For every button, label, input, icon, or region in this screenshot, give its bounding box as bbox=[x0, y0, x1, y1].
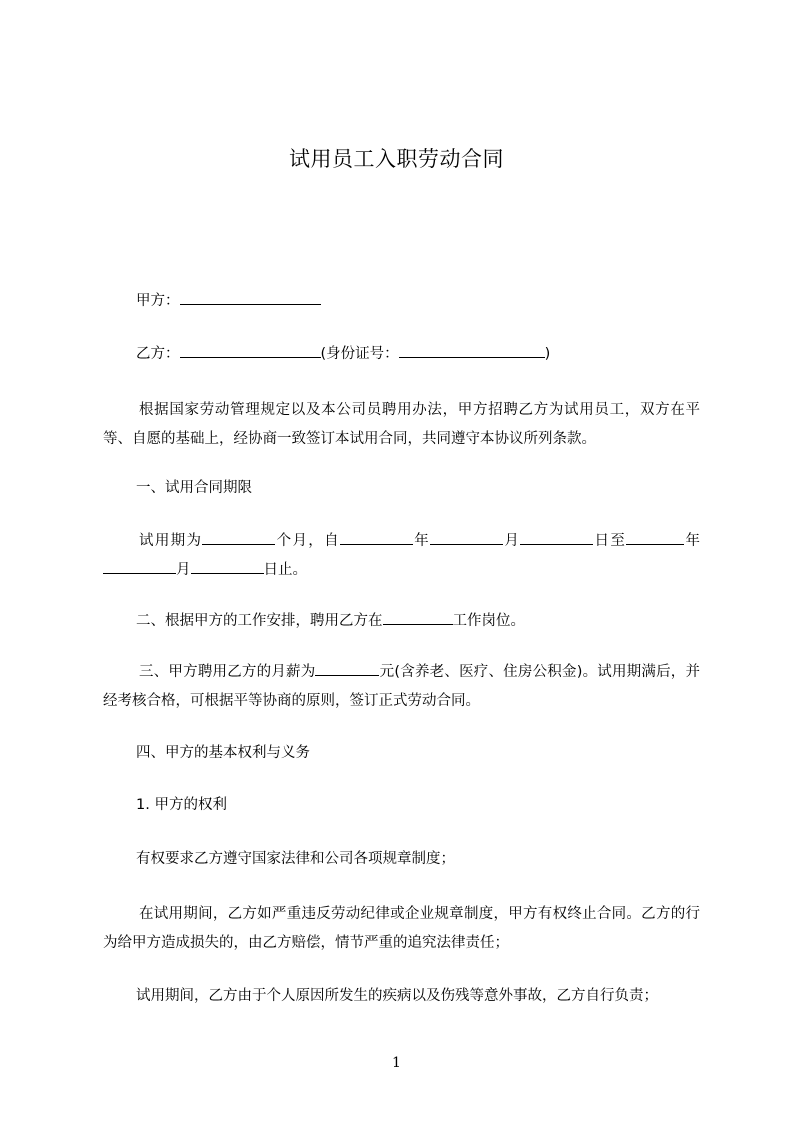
party-b-id-close: ) bbox=[544, 346, 551, 362]
start-month-unit: 月 bbox=[503, 533, 521, 549]
party-b-name-blank[interactable] bbox=[180, 343, 321, 358]
start-year-unit: 年 bbox=[412, 533, 431, 549]
section-1-heading: 一、试用合同期限 bbox=[136, 480, 252, 496]
section-2-suffix: 工作岗位。 bbox=[452, 613, 525, 629]
page-number: 1 bbox=[392, 1055, 401, 1071]
party-a-right-2: 在试用期间，乙方如严重违反劳动纪律或企业规章制度，甲方有权终止合同。乙方的行为给甲方造成损失的，由乙方赔偿，情节严重的追究法律责任； bbox=[103, 906, 700, 951]
party-b-id-label: (身份证号： bbox=[320, 346, 399, 362]
party-a-label: 甲方： bbox=[136, 293, 180, 309]
party-a-right-1: 有权要求乙方遵守国家法律和公司各项规章制度； bbox=[136, 851, 455, 867]
trial-months-blank[interactable] bbox=[202, 530, 275, 545]
end-year-unit: 年 bbox=[684, 533, 701, 549]
section-3-paragraph bbox=[103, 658, 700, 716]
monthly-salary-blank[interactable] bbox=[315, 661, 379, 676]
section-3-suffix: 元(含养老、医疗、住房公积金)。试用期满后，并经考核合格，可根据平等协商的原则，签订正式劳动合同。 bbox=[103, 664, 701, 709]
party-a-line bbox=[136, 290, 321, 311]
end-month-unit: 月 bbox=[176, 562, 191, 578]
start-year-blank[interactable] bbox=[340, 530, 413, 545]
start-day-unit: 日至 bbox=[593, 533, 627, 549]
start-day-blank[interactable] bbox=[520, 530, 593, 545]
party-b-label: 乙方： bbox=[136, 346, 180, 362]
trial-months-unit: 个月，自 bbox=[275, 533, 340, 549]
job-position-blank[interactable] bbox=[383, 610, 453, 625]
party-b-id-blank[interactable] bbox=[399, 343, 545, 358]
end-year-blank[interactable] bbox=[626, 530, 684, 545]
section-2-text: 二、根据甲方的工作安排，聘用乙方在 bbox=[136, 613, 383, 629]
section-2-paragraph bbox=[136, 610, 525, 631]
party-a-right-3: 试用期间，乙方由于个人原因所发生的疾病以及伤残等意外事故，乙方自行负责； bbox=[136, 988, 658, 1004]
trial-period-text: 试用期为 bbox=[139, 533, 203, 549]
start-month-blank[interactable] bbox=[430, 530, 503, 545]
intro-paragraph: 根据国家劳动管理规定以及本公司员聘用办法，甲方招聘乙方为试用员工，双方在平等、自愿的基础上，经协商一致签订本试用合同，共同遵守本协议所列条款。 bbox=[103, 402, 700, 447]
section-3-text: 三、甲方聘用乙方的月薪为 bbox=[139, 664, 316, 680]
section-1-paragraph bbox=[103, 527, 700, 585]
document-title: 试用员工入职劳动合同 bbox=[289, 147, 504, 171]
party-b-line bbox=[136, 343, 550, 364]
party-a-blank[interactable] bbox=[180, 290, 321, 305]
end-day-unit: 日止。 bbox=[263, 562, 307, 578]
end-month-blank[interactable] bbox=[103, 559, 176, 574]
section-4-heading: 四、甲方的基本权利与义务 bbox=[136, 745, 310, 761]
end-day-blank[interactable] bbox=[191, 559, 264, 574]
party-a-rights-heading: 1. 甲方的权利 bbox=[136, 797, 227, 813]
